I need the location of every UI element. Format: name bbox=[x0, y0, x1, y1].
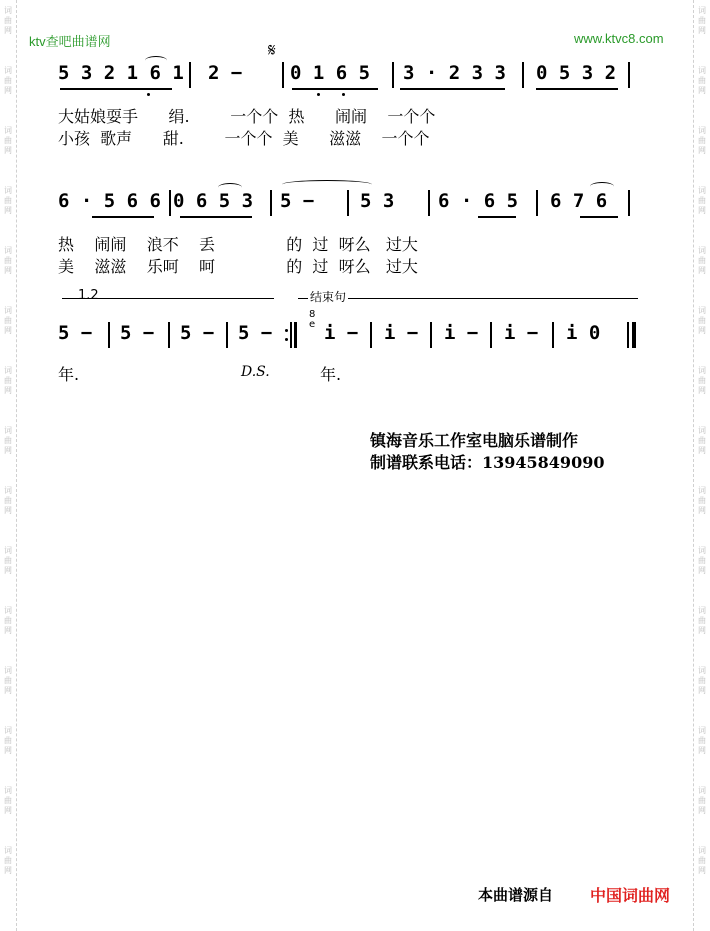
watermark-char: 曲 bbox=[698, 316, 706, 325]
barline bbox=[169, 190, 171, 216]
measure-3-7: i − bbox=[444, 322, 479, 344]
barline bbox=[370, 322, 372, 348]
time-signature-top: 8 bbox=[309, 309, 316, 320]
watermark-char: 网 bbox=[698, 446, 706, 455]
repeat-barline-thick bbox=[294, 322, 297, 348]
measure-1-3: 0 1 6 5 bbox=[290, 62, 371, 84]
watermark-char: 网 bbox=[698, 806, 706, 815]
watermark-char: 曲 bbox=[698, 436, 706, 445]
watermark-char: 曲 bbox=[698, 76, 706, 85]
watermark-char: 网 bbox=[4, 446, 12, 455]
watermark-char: 词 bbox=[4, 246, 12, 255]
measure-3-5: i − bbox=[324, 322, 359, 344]
watermark-char: 曲 bbox=[4, 556, 12, 565]
watermark-char: 词 bbox=[4, 186, 12, 195]
watermark-char: 词 bbox=[698, 126, 706, 135]
measure-3-4: 5 − bbox=[238, 322, 273, 344]
left-watermark-strip bbox=[0, 0, 17, 931]
lyrics-1-verse-2: 小孩 歌声 甜. 一个个 美 滋滋 一个个 bbox=[58, 129, 430, 148]
final-barline bbox=[627, 322, 629, 348]
source-prefix: 本曲谱源自 bbox=[478, 886, 554, 904]
watermark-char: 词 bbox=[4, 126, 12, 135]
barline bbox=[392, 62, 394, 88]
watermark-char: 曲 bbox=[698, 676, 706, 685]
ending-label: 结束句 bbox=[310, 290, 347, 304]
watermark-char: 网 bbox=[698, 266, 706, 275]
barline bbox=[270, 190, 272, 216]
watermark-char: 词 bbox=[4, 426, 12, 435]
watermark-char: 词 bbox=[4, 666, 12, 675]
watermark-char: 网 bbox=[4, 266, 12, 275]
watermark-char: 词 bbox=[698, 726, 706, 735]
final-barline-thick bbox=[632, 322, 636, 348]
watermark-char: 网 bbox=[4, 866, 12, 875]
watermark-char: 词 bbox=[4, 486, 12, 495]
tie-mark bbox=[282, 180, 372, 189]
watermark-char: 曲 bbox=[698, 376, 706, 385]
measure-3-6: i − bbox=[384, 322, 419, 344]
watermark-char: 曲 bbox=[698, 196, 706, 205]
lyrics-3-left: 年. bbox=[58, 365, 80, 384]
measure-2-1: 6 · 5 6 6 bbox=[58, 190, 161, 212]
barline bbox=[108, 322, 110, 348]
watermark-char: 词 bbox=[4, 546, 12, 555]
measure-2-3: 5 − bbox=[280, 190, 315, 212]
header-left-site[interactable]: ktv查吧曲谱网 bbox=[29, 34, 111, 49]
watermark-char: 曲 bbox=[4, 316, 12, 325]
measure-3-1: 5 − bbox=[58, 322, 93, 344]
beam-underline bbox=[580, 216, 618, 218]
measure-2-2: 0 6 5 3 bbox=[173, 190, 254, 212]
time-signature-bottom: e bbox=[309, 319, 316, 330]
slur-mark bbox=[218, 183, 242, 192]
beam-underline bbox=[60, 88, 172, 90]
watermark-char: 网 bbox=[698, 206, 706, 215]
credit-line-1: 镇海音乐工作室电脑乐谱制作 bbox=[370, 431, 579, 450]
measure-1-1: 5 3 2 1 6 1 bbox=[58, 62, 184, 84]
barline bbox=[347, 190, 349, 216]
watermark-char: 网 bbox=[4, 326, 12, 335]
watermark-char: 曲 bbox=[698, 556, 706, 565]
watermark-char: 曲 bbox=[4, 436, 12, 445]
watermark-char: 词 bbox=[698, 186, 706, 195]
beam-underline bbox=[536, 88, 618, 90]
measure-3-2: 5 − bbox=[120, 322, 155, 344]
measure-2-6: 6 7 6 bbox=[550, 190, 608, 212]
watermark-char: 曲 bbox=[698, 616, 706, 625]
barline bbox=[282, 62, 284, 88]
right-watermark-strip bbox=[693, 0, 710, 931]
repeat-dot bbox=[285, 338, 288, 341]
watermark-char: 网 bbox=[698, 86, 706, 95]
beam-underline bbox=[292, 88, 378, 90]
watermark-char: 词 bbox=[698, 486, 706, 495]
watermark-char: 曲 bbox=[698, 856, 706, 865]
watermark-char: 网 bbox=[4, 506, 12, 515]
watermark-char: 网 bbox=[698, 866, 706, 875]
lyrics-2-verse-2: 美 滋滋 乐呵 呵 的 过 呀么 过大 bbox=[58, 257, 418, 276]
watermark-char: 曲 bbox=[4, 136, 12, 145]
watermark-char: 网 bbox=[4, 746, 12, 755]
watermark-char: 曲 bbox=[698, 796, 706, 805]
watermark-char: 网 bbox=[698, 326, 706, 335]
measure-1-4: 3 · 2 3 3 bbox=[403, 62, 506, 84]
watermark-char: 词 bbox=[4, 606, 12, 615]
repeat-barline bbox=[290, 322, 292, 348]
watermark-char: 曲 bbox=[4, 496, 12, 505]
barline bbox=[428, 190, 430, 216]
staff-line-1 bbox=[58, 62, 648, 90]
slur-mark bbox=[590, 182, 614, 191]
watermark-char: 词 bbox=[698, 546, 706, 555]
barline bbox=[628, 62, 630, 88]
low-octave-dot bbox=[147, 93, 150, 96]
barline bbox=[226, 322, 228, 348]
repeat-dot bbox=[285, 329, 288, 332]
volta-label: 1.2 bbox=[78, 288, 99, 303]
watermark-char: 曲 bbox=[4, 736, 12, 745]
watermark-char: 词 bbox=[4, 726, 12, 735]
watermark-char: 网 bbox=[698, 686, 706, 695]
watermark-char: 网 bbox=[4, 86, 12, 95]
watermark-char: 曲 bbox=[4, 796, 12, 805]
watermark-char: 词 bbox=[698, 846, 706, 855]
watermark-char: 网 bbox=[698, 626, 706, 635]
low-octave-dot bbox=[317, 93, 320, 96]
barline bbox=[628, 190, 630, 216]
watermark-char: 网 bbox=[4, 626, 12, 635]
ending-bracket bbox=[298, 298, 638, 299]
beam-underline bbox=[400, 88, 505, 90]
watermark-char: 词 bbox=[698, 246, 706, 255]
barline bbox=[490, 322, 492, 348]
watermark-char: 词 bbox=[698, 6, 706, 15]
watermark-char: 词 bbox=[4, 366, 12, 375]
watermark-char: 网 bbox=[4, 686, 12, 695]
watermark-char: 曲 bbox=[698, 136, 706, 145]
watermark-char: 网 bbox=[4, 206, 12, 215]
watermark-char: 曲 bbox=[4, 856, 12, 865]
measure-1-5: 0 5 3 2 bbox=[536, 62, 617, 84]
watermark-char: 网 bbox=[4, 26, 12, 35]
watermark-char: 词 bbox=[4, 306, 12, 315]
watermark-char: 词 bbox=[698, 666, 706, 675]
watermark-char: 曲 bbox=[4, 256, 12, 265]
ds-mark: D.S. bbox=[241, 364, 270, 380]
watermark-char: 网 bbox=[698, 506, 706, 515]
watermark-char: 词 bbox=[698, 606, 706, 615]
staff-line-3 bbox=[58, 319, 648, 350]
watermark-char: 词 bbox=[698, 786, 706, 795]
segno-sign: 𝄋 bbox=[268, 40, 276, 61]
watermark-char: 词 bbox=[698, 306, 706, 315]
measure-3-3: 5 − bbox=[180, 322, 215, 344]
watermark-char: 词 bbox=[698, 366, 706, 375]
watermark-char: 词 bbox=[698, 66, 706, 75]
barline bbox=[430, 322, 432, 348]
watermark-char: 曲 bbox=[698, 496, 706, 505]
watermark-char: 曲 bbox=[4, 196, 12, 205]
watermark-char: 曲 bbox=[4, 676, 12, 685]
watermark-char: 曲 bbox=[4, 16, 12, 25]
measure-1-2: 2 − bbox=[208, 62, 243, 84]
lyrics-3-right: 年. bbox=[320, 365, 342, 384]
watermark-char: 曲 bbox=[4, 616, 12, 625]
watermark-char: 曲 bbox=[4, 376, 12, 385]
barline bbox=[522, 62, 524, 88]
slur-mark bbox=[145, 56, 167, 65]
watermark-char: 词 bbox=[4, 66, 12, 75]
beam-underline bbox=[478, 216, 516, 218]
low-octave-dot bbox=[342, 93, 345, 96]
watermark-char: 词 bbox=[4, 786, 12, 795]
watermark-char: 曲 bbox=[4, 76, 12, 85]
watermark-char: 网 bbox=[698, 746, 706, 755]
barline bbox=[536, 190, 538, 216]
watermark-char: 网 bbox=[4, 566, 12, 575]
watermark-char: 词 bbox=[698, 426, 706, 435]
source-site-link[interactable]: 中国词曲网 bbox=[590, 886, 671, 905]
credit-line-2: 制谱联系电话：13945849090 bbox=[370, 453, 605, 472]
watermark-char: 网 bbox=[698, 566, 706, 575]
watermark-char: 网 bbox=[698, 146, 706, 155]
lyrics-1-verse-1: 大姑娘耍手 绢. 一个个 热 闹闹 一个个 bbox=[58, 107, 436, 126]
watermark-char: 曲 bbox=[698, 16, 706, 25]
watermark-char: 网 bbox=[4, 146, 12, 155]
watermark-char: 词 bbox=[4, 846, 12, 855]
measure-2-4: 5 3 bbox=[360, 190, 395, 212]
watermark-char: 网 bbox=[4, 386, 12, 395]
beam-underline bbox=[92, 216, 154, 218]
header-right-site[interactable]: www.ktvc8.com bbox=[574, 31, 664, 46]
lyrics-2-verse-1: 热 闹闹 浪不 丢 的 过 呀么 过大 bbox=[58, 235, 418, 254]
barline bbox=[552, 322, 554, 348]
watermark-char: 词 bbox=[4, 6, 12, 15]
measure-2-5: 6 · 6 5 bbox=[438, 190, 519, 212]
watermark-char: 曲 bbox=[698, 256, 706, 265]
watermark-char: 曲 bbox=[698, 736, 706, 745]
measure-3-8: i − bbox=[504, 322, 539, 344]
staff-line-2 bbox=[58, 190, 648, 218]
barline bbox=[168, 322, 170, 348]
beam-underline bbox=[180, 216, 252, 218]
watermark-char: 网 bbox=[4, 806, 12, 815]
watermark-char: 网 bbox=[698, 26, 706, 35]
barline bbox=[189, 62, 191, 88]
watermark-char: 网 bbox=[698, 386, 706, 395]
measure-3-9: i 0 bbox=[566, 322, 601, 344]
